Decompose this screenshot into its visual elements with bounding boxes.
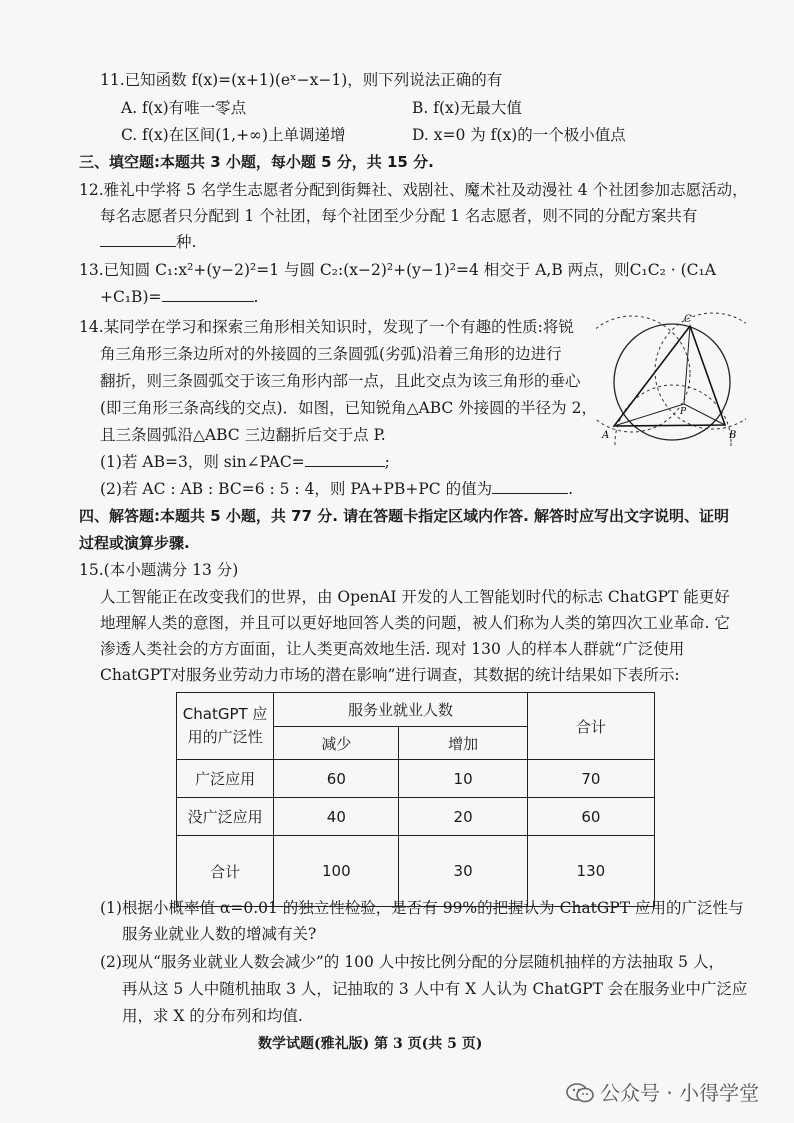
table-row-label: 合计 [177,836,274,907]
table-row [177,836,655,907]
section-solution-heading-2: 过程或演算步骤. [79,534,190,552]
q15-sub1-line-2: 服务业就业人数的增减有关? [122,925,317,943]
folded-arc-ca [596,316,690,432]
q15-sub2-line-3: 用，求 X 的分布列和均值. [122,1007,303,1025]
q15-para-3: 渗透人类社会的方方面面，让人类更高效地生活. 现对 130 人的样本人群就“广泛使用 [100,640,685,658]
table-corner-header: ChatGPT 应 用的广泛性 [177,693,274,760]
q13-line-1: 13.已知圆 C₁:x²+(y−2)²=1 与圆 C₂:(x−2)²+(y−1)²=4 相交于 A,B 两点，则C₁C₂ · (C₁A [79,261,716,279]
q12-line-1: 12.雅礼中学将 5 名学生志愿者分配到街舞社、戏剧社、魔术社及动漫社 4 个社团参加志愿活动， [79,181,748,199]
label-a: A [602,430,610,441]
q14-line-3: 翻折，则三条圆弧交于该三角形内部一点，且此交点为该三角形的垂心 [100,372,581,390]
q14-part1-blank [305,452,385,467]
q15-para-4: ChatGPT对服务业劳动力市场的潜在影响”进行调查，其数据的统计结果如下表所示: [100,666,680,684]
q12-answer-blank [100,232,176,247]
q14-part-1: (1)若 AB=3，则 sin∠PAC= ; [100,453,390,471]
q15-para-2: 地理解人类的意图，并且可以更好地回答人类的问题，被人们称为人类的第四次工业革命. 它 [100,614,730,632]
q11-option-c: C. f(x)在区间(1,+∞)上单调递增 [121,126,346,144]
table-cell: 60 [527,798,654,836]
table-row-label: 没广泛应用 [177,798,274,836]
q15-para-1: 人工智能正在改变我们的世界，由 OpenAI 开发的人工智能划时代的标志 ChatGPT 能更好 [100,588,730,606]
table-cell: 30 [399,836,527,907]
table-cell: 130 [527,836,654,907]
q14-line-1: 14.某同学在学习和探索三角形相关知识时，发现了一个有趣的性质:将锐 [79,318,574,336]
label-p: P [680,407,687,417]
q13-line-2: +C₁B)= . [100,288,259,306]
label-c: C [684,314,692,325]
q12-line-3: 种. [100,232,196,252]
q13-answer-blank [162,287,254,302]
table-cell: 40 [274,798,399,836]
section-fill-in-heading: 三、填空题:本题共 3 小题，每小题 5 分，共 15 分. [79,153,434,171]
page-footer: 数学试题(雅礼版) 第 3 页(共 5 页) [258,1036,483,1052]
q14-line-4: (即三角形三条高线的交点)．如图，已知锐角△ABC 外接圆的半径为 2， [100,399,597,417]
q11-option-a: A. f(x)有唯一零点 [121,99,247,117]
folded-arc-bc [655,313,746,429]
q15-sub1-line-1: (1)根据小概率值 α=0.01 的独立性检验，是否有 99%的把握认为 ChatGPT 应用的广泛性与 [100,899,744,917]
watermark: 公众号 · 小得学堂 [566,1077,759,1106]
label-b: B [729,430,737,441]
table-cell: 20 [399,798,527,836]
table-cell: 100 [274,836,399,907]
q12-line-2: 每名志愿者只分配到 1 个社团，每个社团至少分配 1 名志愿者，则不同的分配方案共有 [100,207,698,225]
q15-heading: 15.(本小题满分 13 分) [79,561,239,579]
q14-line-2: 角三角形三条边所对的外接圆的三条圆弧(劣弧)沿着三角形的边进行 [100,345,562,363]
q14-triangle-figure [596,312,746,447]
table-total-header: 合计 [527,693,654,760]
q15-sub2-line-2: 再从这 5 人中随机抽取 3 人，记抽取的 3 人中有 X 人认为 ChatGPT 会在服务业中广泛应 [122,980,748,998]
q14-part2-blank [492,479,568,494]
circumcircle [614,324,730,440]
q14-line-5: 且三条圆弧沿△ABC 三边翻折后交于点 P. [100,426,386,444]
wechat-icon [566,1083,594,1103]
q11-option-d: D. x=0 为 f(x)的一个极小值点 [412,126,626,144]
table-increase-header: 增加 [399,727,527,760]
q15-contingency-table [176,692,655,907]
section-solution-heading-1: 四、解答题:本题共 5 小题，共 77 分. 请在答题卡指定区域内作答. 解答时应写出文字说明、证明 [79,507,730,525]
table-row-label: 广泛应用 [177,760,274,798]
q15-sub2-line-1: (2)现从“服务业就业人数会减少”的 100 人中按比例分配的分层随机抽样的方法抽取 5 人， [100,953,724,971]
table-cell: 60 [274,760,399,798]
table-cell: 70 [527,760,654,798]
table-row [177,798,655,836]
q11-stem: 11.已知函数 f(x)=(x+1)(eˣ−x−1)，则下列说法正确的有 [100,71,503,89]
q11-option-b: B. f(x)无最大值 [412,99,522,117]
table-decrease-header: 减少 [274,727,399,760]
table-cell: 10 [399,760,527,798]
q14-part-2: (2)若 AC : AB : BC=6 : 5 : 4，则 PA+PB+PC 的值为 . [100,480,574,498]
table-group-header: 服务业就业人数 [274,693,528,727]
table-row [177,760,655,798]
